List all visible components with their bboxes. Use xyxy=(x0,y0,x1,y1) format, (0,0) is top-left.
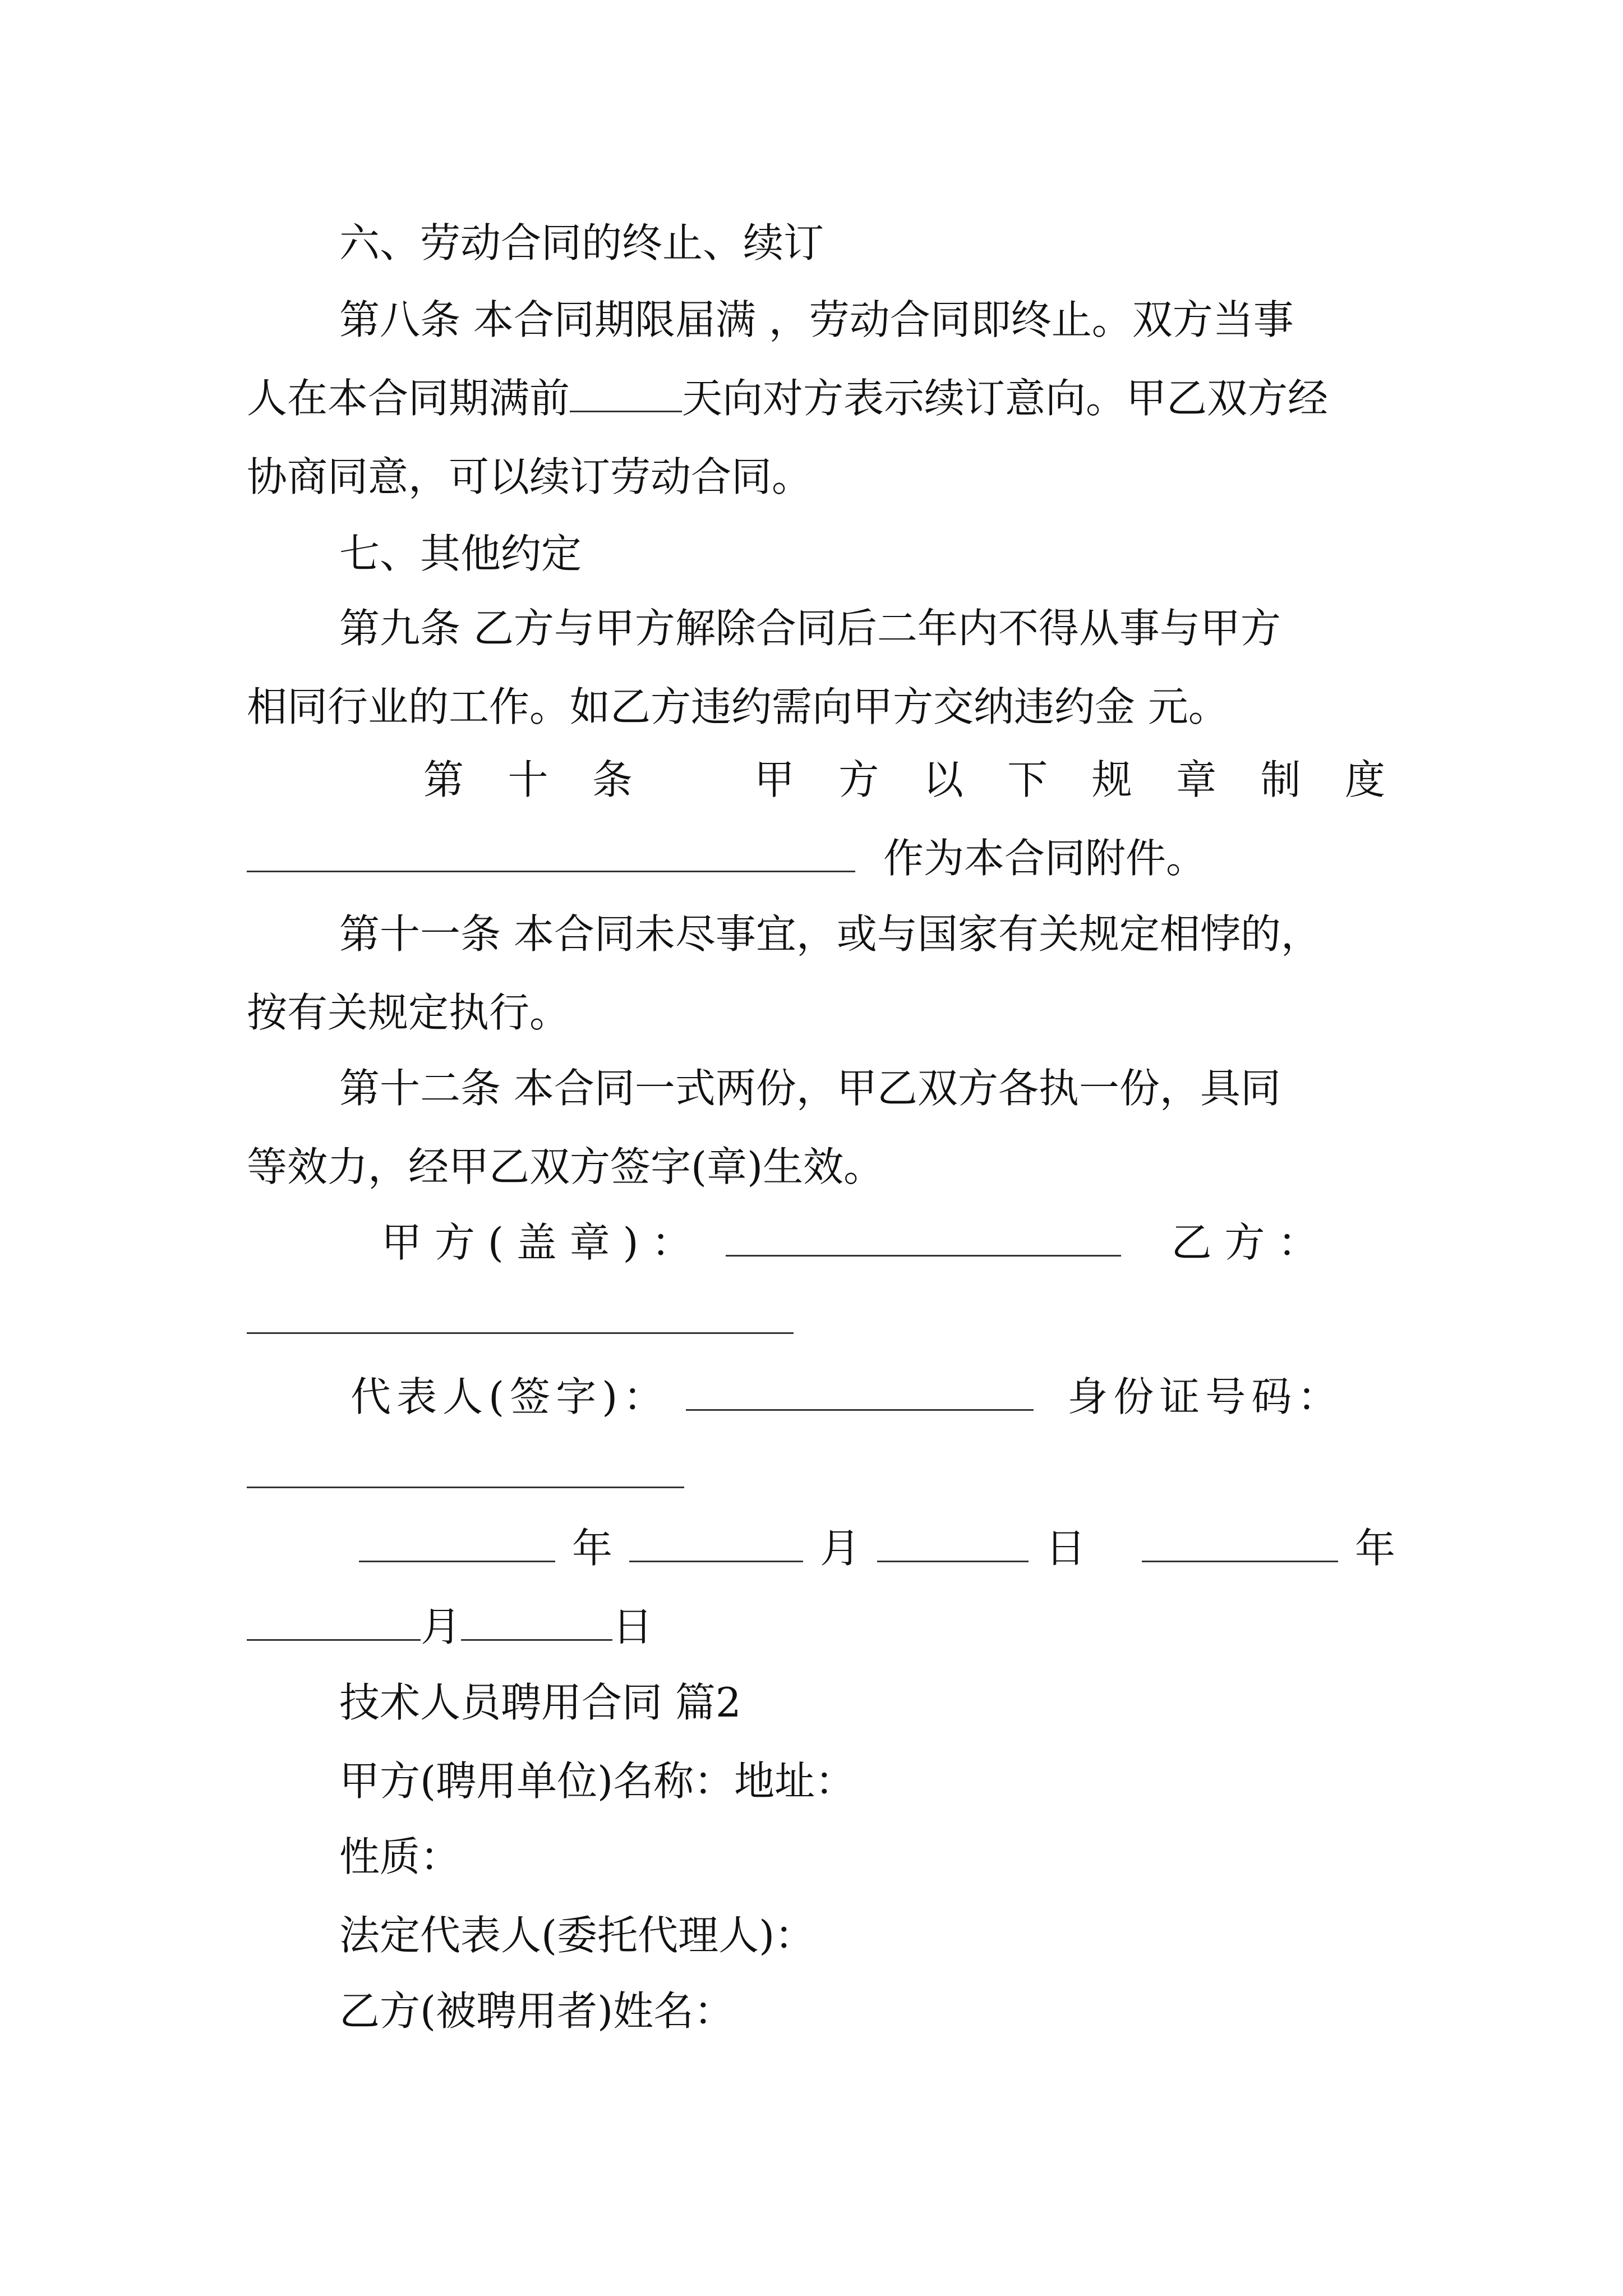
id-number-label: 身份证号码： xyxy=(1067,1373,1344,1420)
representative-line xyxy=(351,1369,1385,1425)
art10-char: 甲 xyxy=(754,756,795,803)
art10-char: 十 xyxy=(508,756,548,803)
day-blank-2 xyxy=(461,1608,612,1641)
rules-blank xyxy=(247,839,855,872)
part-2-party-a: 甲方(聘用单位)名称：地址： xyxy=(339,1757,856,1805)
month-blank-2 xyxy=(247,1608,421,1641)
date-line-2 xyxy=(247,1599,1385,1655)
party-a-seal-label: 甲 方 ( 盖 章 ) ： xyxy=(381,1219,692,1266)
party-a-seal-blank xyxy=(726,1223,1121,1257)
date-line-1 xyxy=(359,1520,1396,1576)
year-label-2: 年 xyxy=(1355,1525,1396,1572)
article-10-tail: 作为本合同附件。 xyxy=(883,835,1207,882)
month-label-2: 月 xyxy=(421,1603,462,1650)
section-7-heading: 七、其他约定 xyxy=(339,530,582,577)
article-8-line-2 xyxy=(247,370,1385,426)
part-2-title: 技术人员聘用合同 篇2 xyxy=(339,1679,741,1726)
art10-char: 第 xyxy=(423,756,464,803)
part-2-legal-representative: 法定代表人(委托代理人)： xyxy=(339,1912,815,1959)
id-number-blank xyxy=(247,1487,684,1488)
representative-label: 代表人(签字)： xyxy=(351,1373,670,1420)
part-2-nature: 性质： xyxy=(339,1833,461,1880)
party-b-label: 乙 方 ： xyxy=(1171,1219,1318,1266)
article-10-line-1 xyxy=(423,752,1385,808)
year-label: 年 xyxy=(572,1525,613,1572)
art10-char: 以 xyxy=(923,756,963,803)
day-blank xyxy=(877,1529,1029,1562)
art10-char: 条 xyxy=(592,756,633,803)
article-8-line-2-end: 天向对方表示续订意向。甲乙双方经 xyxy=(682,375,1329,422)
art10-char: 制 xyxy=(1260,756,1301,803)
representative-blank xyxy=(686,1378,1034,1411)
article-9-line-2: 相同行业的工作。如乙方违约需向甲方交纳违约金 元。 xyxy=(247,683,1229,730)
article-8-line-1: 第八条 本合同期限届满 ，劳动合同即终止。双方当事 xyxy=(339,296,1294,343)
day-label: 日 xyxy=(1045,1525,1086,1572)
art10-char: 度 xyxy=(1344,756,1385,803)
article-9-line-1: 第九条 乙方与甲方解除合同后二年内不得从事与甲方 xyxy=(339,605,1281,652)
year-blank-2 xyxy=(1142,1529,1338,1562)
art10-char: 下 xyxy=(1007,756,1048,803)
article-11-line-2: 按有关规定执行。 xyxy=(247,989,570,1036)
article-8-line-3: 协商同意，可以续订劳动合同。 xyxy=(247,453,813,500)
section-6-heading: 六、劳动合同的终止、续订 xyxy=(339,219,824,266)
month-blank xyxy=(629,1529,803,1562)
article-11-line-1: 第十一条 本合同未尽事宜，或与国家有关规定相悖的， xyxy=(339,910,1321,958)
article-12-line-2: 等效力，经甲乙双方签字(章)生效。 xyxy=(247,1143,884,1190)
signature-party-line xyxy=(381,1214,1385,1271)
article-10-line-2 xyxy=(247,830,1385,886)
month-label: 月 xyxy=(820,1525,861,1572)
article-12-line-1: 第十二条 本合同一式两份，甲乙双方各执一份，具同 xyxy=(339,1065,1281,1112)
party-b-blank xyxy=(247,1332,794,1334)
art10-char: 章 xyxy=(1176,756,1217,803)
year-blank xyxy=(359,1529,555,1562)
art10-char: 方 xyxy=(838,756,879,803)
days-blank xyxy=(570,379,682,412)
article-8-line-2-start: 人在本合同期满前 xyxy=(247,375,570,422)
day-label-2: 日 xyxy=(612,1603,653,1650)
art10-char: 规 xyxy=(1091,756,1132,803)
part-2-party-b: 乙方(被聘用者)姓名： xyxy=(339,1987,735,2035)
